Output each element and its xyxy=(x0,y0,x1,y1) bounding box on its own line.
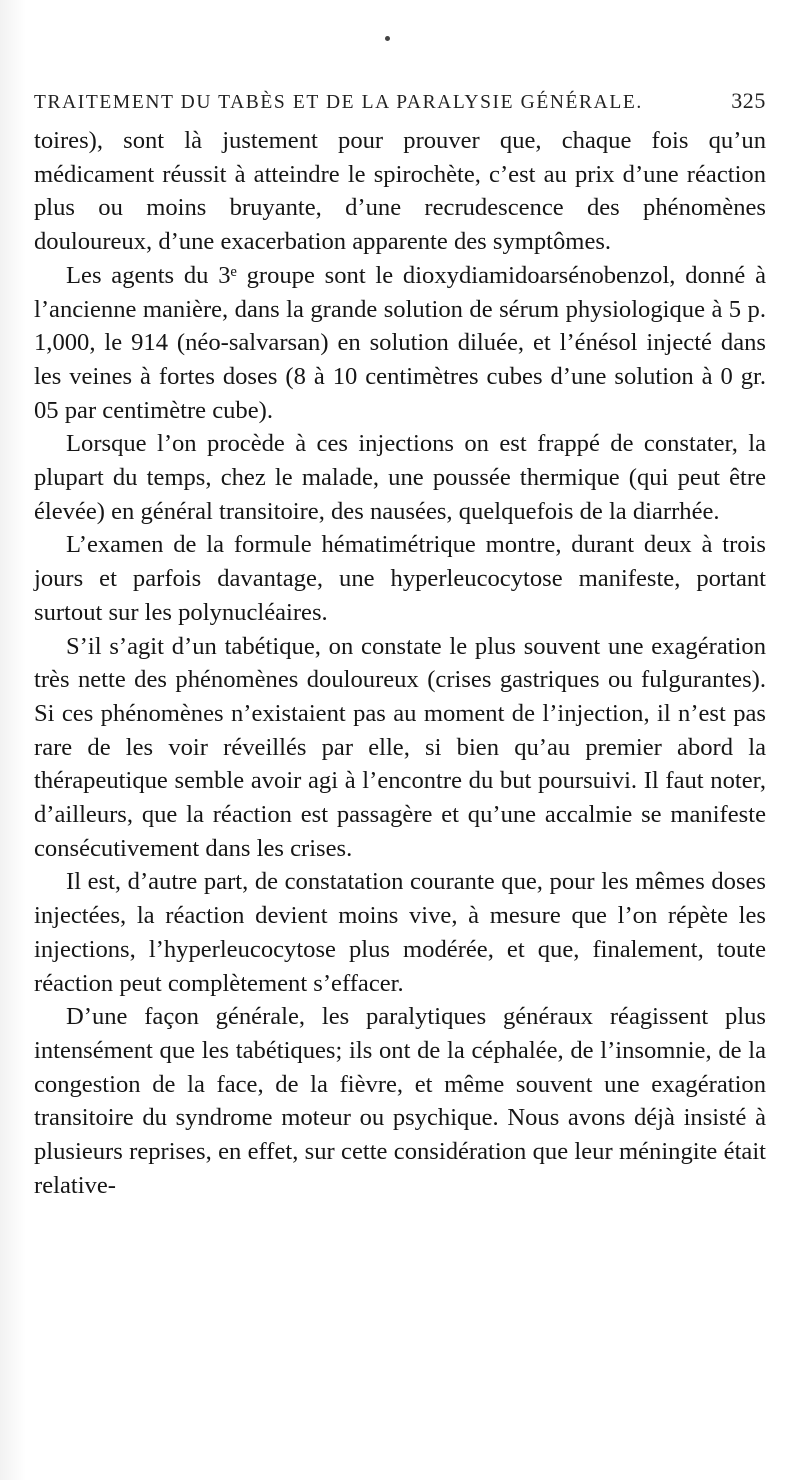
paragraph-paralytiques: D’une façon générale, les paralytiques généraux réagissent plus intensément que les tabétiques; ils ont de la céphalée, de l’insomnie, de la congestion de la face, de la fièvre, et même souvent une exagération transitoire du syndrome moteur ou psychique. Nous avons déjà insisté à plusieurs reprises, en effet, sur cette considération que leur méningite était relative- xyxy=(34,1003,766,1199)
paragraph-tabetique: S’il s’agit d’un tabétique, on constate le plus souvent une exagération très nette des phénomènes douloureux (crises gastriques ou fulgurantes). Si ces phénomènes n’existaient pas au moment de l’injection, il n’est pas rare de les voir réveillés par elle, si bien qu’au premier abord la thérapeutique semble avoir agi à l’encontre du but poursuivi. Il faut noter, d’ailleurs, que la réaction est passagère et qu’une accalmie se manifeste consécutivement dans les crises. xyxy=(34,632,766,862)
printed-dot-mark xyxy=(385,36,390,41)
paragraph-formule-hematimetrique: L’examen de la formule hématimétrique montre, durant deux à trois jours et parfois davantage, une hyperleucocytose manifeste, portant surtout sur les polynucléaires. xyxy=(34,531,766,626)
scan-edge-shadow xyxy=(0,0,26,1480)
body-text xyxy=(34,124,766,1203)
paragraph-constatation: Il est, d’autre part, de constatation courante que, pour les mêmes doses injectées, la réaction devient moins vive, à mesure que l’on répète les injections, l’hyperleucocytose plus modérée, et que, finalement, toute réaction peut complètement s’effacer. xyxy=(34,868,766,997)
running-head xyxy=(34,88,766,120)
running-title: TRAITEMENT DU TABÈS ET DE LA PARALYSIE GÉNÉRALE. xyxy=(34,92,643,113)
paragraph-continuation: toires), sont là justement pour prouver que, chaque fois qu’un médicament réussit à atteindre le spirochète, c’est au prix d’une réaction plus ou moins bruyante, d’une recrudescence des phénomènes douloureux, d’une exacerbation apparente des symptômes. xyxy=(34,127,766,256)
paragraph-injections: Lorsque l’on procède à ces injections on est frappé de constater, la plupart du temps, chez le malade, une poussée thermique (qui peut être élevée) en général transitoire, des nausées, quelquefois de la diarrhée. xyxy=(34,430,766,525)
paragraph-agents-groupe-3: Les agents du 3ᵉ groupe sont le dioxydiamidoarsénobenzol, donné à l’ancienne manière, dans la grande solution de sérum physiologique à 5 p. 1,000, le 914 (néo-salvarsan) en solution diluée, et l’énésol injecté dans les veines à fortes doses (8 à 10 centimètres cubes d’une solution à 0 gr. 05 par centimètre cube). xyxy=(34,261,766,424)
page-number: 325 xyxy=(731,88,766,113)
